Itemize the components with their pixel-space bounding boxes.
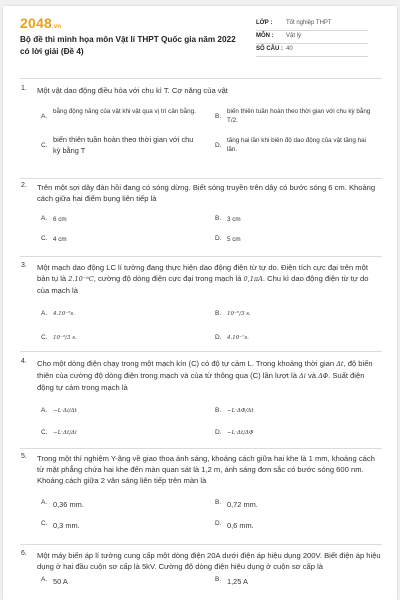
info-value: 40 bbox=[286, 46, 293, 52]
question-text-part: . Chu kì dao động điện từ tự do của mạch là bbox=[37, 274, 369, 295]
site-logo[interactable] bbox=[20, 15, 61, 31]
option-label: A. bbox=[41, 215, 48, 222]
option-text: 3 cm bbox=[227, 216, 241, 223]
option-label: A. bbox=[41, 576, 48, 583]
option-text: tăng hai lần khi biên độ dao động của vật tăng hai lần. bbox=[227, 137, 366, 153]
math-expression: 0,1πA bbox=[243, 275, 263, 283]
info-value: Vật lý bbox=[286, 33, 302, 39]
option-label: B. bbox=[215, 113, 222, 120]
option-label: D. bbox=[215, 142, 222, 149]
question-2 bbox=[21, 182, 381, 244]
question-number: 4. bbox=[21, 358, 27, 365]
option-label: B. bbox=[215, 407, 222, 414]
option-label: D. bbox=[215, 429, 222, 436]
option-text: 50 A bbox=[53, 577, 68, 586]
option-d[interactable] bbox=[215, 520, 375, 531]
option-c[interactable] bbox=[41, 235, 201, 244]
question-number: 1. bbox=[21, 85, 27, 92]
info-divider bbox=[256, 43, 368, 44]
math-expression: Δi bbox=[299, 372, 306, 380]
divider bbox=[20, 178, 382, 179]
option-label: A. bbox=[41, 113, 48, 120]
question-text bbox=[37, 358, 381, 393]
question-number: 6. bbox=[21, 550, 27, 557]
question-text-part: Cho một dòng điện chạy trong một mạch kín (C) có độ tự cảm L. Trong khoảng thời gian bbox=[37, 359, 337, 368]
option-c[interactable] bbox=[41, 134, 201, 156]
option-text: 5 cm bbox=[227, 236, 241, 243]
option-a[interactable] bbox=[41, 576, 201, 587]
divider bbox=[20, 78, 382, 79]
math-expression: ΔΦ bbox=[318, 372, 329, 380]
option-text: 4.10⁻⁵s. bbox=[53, 311, 75, 317]
option-a[interactable] bbox=[41, 215, 201, 224]
option-label: D. bbox=[215, 235, 222, 242]
option-text: 10⁻⁶/3 s. bbox=[227, 311, 251, 317]
option-d[interactable] bbox=[215, 429, 375, 438]
option-label: C. bbox=[41, 142, 48, 149]
option-a[interactable] bbox=[41, 310, 201, 319]
option-label: B. bbox=[215, 576, 222, 583]
info-count bbox=[256, 46, 293, 52]
option-text: −L·Δt/Δi bbox=[53, 430, 77, 436]
question-4 bbox=[21, 358, 381, 443]
option-a[interactable] bbox=[41, 107, 201, 120]
option-a[interactable] bbox=[41, 407, 201, 416]
info-divider bbox=[256, 56, 368, 57]
option-label: C. bbox=[41, 520, 48, 527]
option-label: A. bbox=[41, 310, 48, 317]
question-text: Trong một thí nghiệm Y-âng về giao thoa ánh sáng, khoảng cách giữa hai khe là 1 mm, khoảng cách từ mặt phẳng chứa hai khe đến màn quan sát là 1,2 m, ánh sáng đơn sắc có bước sóng 600 nm. Khoảng cách giữa 2 vân sáng liên tiếp trên màn là bbox=[37, 454, 375, 485]
option-b[interactable] bbox=[215, 499, 375, 510]
option-text: 4.10⁻⁷s. bbox=[227, 335, 249, 341]
option-c[interactable] bbox=[41, 334, 201, 343]
divider bbox=[20, 448, 382, 449]
info-value: Tốt nghiệp THPT bbox=[286, 20, 332, 26]
logo-text: 2048 bbox=[20, 15, 52, 31]
option-text: bằng động năng của vật khi vật qua vị trí cân bằng. bbox=[53, 108, 196, 115]
option-b[interactable] bbox=[215, 310, 375, 319]
math-expression: Δt bbox=[336, 360, 344, 368]
option-label: C. bbox=[41, 429, 48, 436]
option-label: B. bbox=[215, 215, 222, 222]
option-text: biến thiên tuần hoàn theo thời gian với chu kỳ bằng T bbox=[53, 135, 194, 155]
option-d[interactable] bbox=[215, 136, 375, 154]
option-text: −L·ΔΦ/Δt bbox=[227, 408, 254, 414]
option-label: A. bbox=[41, 407, 48, 414]
option-text: 6 cm bbox=[53, 216, 67, 223]
option-d[interactable] bbox=[215, 334, 375, 343]
divider bbox=[20, 351, 382, 352]
question-text-part: và bbox=[305, 371, 319, 380]
question-number: 3. bbox=[21, 262, 27, 269]
exam-sheet bbox=[3, 6, 397, 600]
info-class bbox=[256, 20, 332, 26]
question-6 bbox=[21, 550, 381, 588]
info-subject bbox=[256, 33, 301, 39]
option-b[interactable] bbox=[215, 107, 375, 125]
option-text: 4 cm bbox=[53, 236, 67, 243]
info-key: SỐ CÂU : bbox=[256, 46, 283, 52]
option-label: D. bbox=[215, 334, 222, 341]
question-text-part: , độ biến thiên của cường độ dòng điện trong mạch và của từ thông qua (C) lần lượt là bbox=[37, 359, 373, 380]
question-text: Một vật dao động điều hòa với chu kì T. Cơ năng của vật bbox=[37, 86, 228, 95]
option-text: 0,3 mm. bbox=[53, 521, 80, 530]
option-b[interactable] bbox=[215, 576, 375, 587]
option-a[interactable] bbox=[41, 499, 201, 510]
info-divider bbox=[256, 30, 368, 31]
option-label: B. bbox=[215, 310, 222, 317]
question-1 bbox=[21, 85, 381, 162]
option-text: 10⁻³/3 s. bbox=[53, 335, 77, 341]
exam-title: Bộ đề thi minh họa môn Vật lí THPT Quốc gia năm 2022 có lời giải (Đề 4) bbox=[20, 35, 236, 56]
option-b[interactable] bbox=[215, 215, 375, 224]
divider bbox=[20, 256, 382, 257]
option-b[interactable] bbox=[215, 407, 375, 416]
question-number: 5. bbox=[21, 453, 27, 460]
option-c[interactable] bbox=[41, 520, 201, 531]
option-text: biến thiên tuần hoàn theo thời gian với chu kỳ bằng T/2. bbox=[227, 108, 371, 124]
info-key: MÔN : bbox=[256, 33, 274, 39]
option-label: B. bbox=[215, 499, 222, 506]
option-text: 0,72 mm. bbox=[227, 500, 258, 509]
option-text: −L·Δt/ΔΦ bbox=[227, 430, 254, 436]
option-label: C. bbox=[41, 334, 48, 341]
question-5 bbox=[21, 453, 381, 532]
question-number: 2. bbox=[21, 182, 27, 189]
question-text-part: Một mạch dao động LC lí tưởng đang thực hiện dao động điện từ tự do. Điện tích cực đại trên một bản tụ là bbox=[37, 263, 368, 283]
question-text bbox=[37, 262, 381, 296]
divider bbox=[20, 544, 382, 545]
option-c[interactable] bbox=[41, 429, 201, 438]
option-label: A. bbox=[41, 499, 48, 506]
option-label: C. bbox=[41, 235, 48, 242]
question-text-part: . Suất điện động tự cảm trong mạch là bbox=[37, 371, 365, 392]
option-text: −L·Δi/Δt bbox=[53, 408, 77, 414]
option-text: 0,6 mm. bbox=[227, 521, 254, 530]
option-label: D. bbox=[215, 520, 222, 527]
question-text: Một máy biến áp lí tưởng cung cấp một dòng điện 20A dưới điện áp hiệu dụng 200V. Biết điện áp hiệu dụng ở hai đầu cuộn sơ cấp là 5kV. Cường độ dòng điện hiệu dụng ở cuộn sơ cấp là bbox=[37, 551, 381, 571]
question-3 bbox=[21, 262, 381, 346]
info-key: LỚP : bbox=[256, 20, 273, 26]
option-d[interactable] bbox=[215, 235, 375, 244]
math-expression: 2.10⁻⁸C bbox=[68, 275, 94, 283]
question-text: Trên một sợi dây đàn hồi đang có sóng dừng. Biết sóng truyền trên dây có bước sóng 6 cm. Khoảng cách giữa hai điểm bụng liên tiếp là bbox=[37, 183, 376, 203]
question-text-part: , cường độ dòng điện cực đại trong mạch là bbox=[93, 274, 244, 283]
logo-suffix: .vn bbox=[51, 24, 62, 30]
option-text: 0,36 mm. bbox=[53, 500, 84, 509]
option-text: 1,25 A bbox=[227, 577, 248, 586]
